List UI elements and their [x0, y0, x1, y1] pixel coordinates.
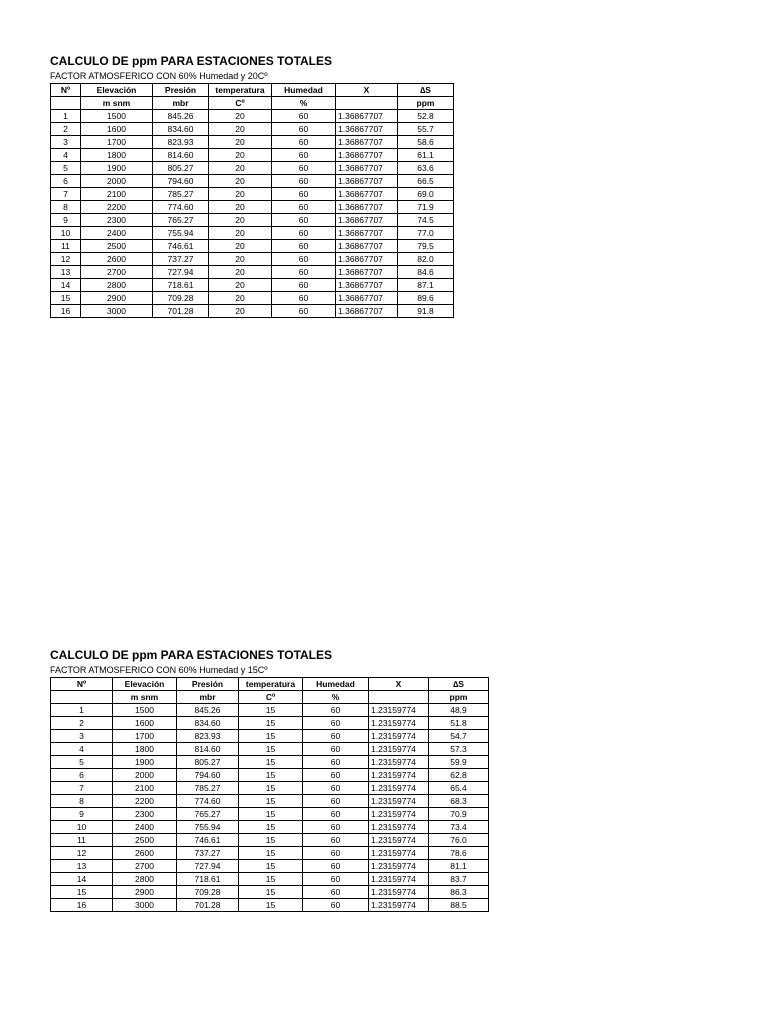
table-cell: 60	[272, 136, 336, 149]
table-cell: 54.7	[429, 730, 489, 743]
table-row	[51, 292, 454, 305]
units-row	[51, 97, 454, 110]
table-row	[51, 795, 489, 808]
table-cell: 1.23159774	[369, 886, 429, 899]
table-cell: 823.93	[177, 730, 239, 743]
table-cell: 1.23159774	[369, 717, 429, 730]
table-cell: 52.8	[398, 110, 454, 123]
table-cell: 2900	[81, 292, 153, 305]
table-cell: 1.23159774	[369, 899, 429, 912]
header-cell: temperatura	[239, 678, 303, 691]
table-cell: 12	[51, 847, 113, 860]
table-cell: 1.23159774	[369, 769, 429, 782]
table-cell: 11	[51, 834, 113, 847]
table-cell: 1500	[81, 110, 153, 123]
table-cell: 76.0	[429, 834, 489, 847]
table-cell: 60	[272, 188, 336, 201]
table-cell: 2200	[81, 201, 153, 214]
table-cell: 20	[209, 188, 272, 201]
table-cell: 765.27	[177, 808, 239, 821]
table-cell: 845.26	[153, 110, 209, 123]
table-cell: 5	[51, 162, 81, 175]
table-cell: 1.23159774	[369, 821, 429, 834]
table-cell: 737.27	[177, 847, 239, 860]
table-cell: 15	[51, 886, 113, 899]
table-cell: 7	[51, 188, 81, 201]
table-cell: 73.4	[429, 821, 489, 834]
table-cell: 2200	[113, 795, 177, 808]
table-cell: 755.94	[177, 821, 239, 834]
table-cell: 1.23159774	[369, 756, 429, 769]
table-cell: 57.3	[429, 743, 489, 756]
table-cell: 48.9	[429, 704, 489, 717]
table-cell: 20	[209, 136, 272, 149]
table-row	[51, 808, 489, 821]
table-cell: 1	[51, 704, 113, 717]
table-cell: 60	[272, 123, 336, 136]
table-cell: 701.28	[177, 899, 239, 912]
table-cell: 60	[272, 214, 336, 227]
unit-cell: m snm	[81, 97, 153, 110]
table-row	[51, 769, 489, 782]
table-cell: 1.36867707	[336, 227, 398, 240]
table-cell: 88.5	[429, 899, 489, 912]
table-cell: 20	[209, 292, 272, 305]
table-cell: 79.5	[398, 240, 454, 253]
table-cell: 1.23159774	[369, 795, 429, 808]
header-cell: temperatura	[209, 84, 272, 97]
table-row	[51, 253, 454, 266]
table-row	[51, 149, 454, 162]
table-cell: 60	[303, 769, 369, 782]
table-cell: 1.36867707	[336, 253, 398, 266]
table-cell: 86.3	[429, 886, 489, 899]
table-cell: 60	[303, 743, 369, 756]
table-cell: 845.26	[177, 704, 239, 717]
table-cell: 59.9	[429, 756, 489, 769]
table-cell: 1.23159774	[369, 860, 429, 873]
table-cell: 20	[209, 123, 272, 136]
table-cell: 60	[303, 756, 369, 769]
table-row	[51, 730, 489, 743]
table-cell: 2400	[113, 821, 177, 834]
table-row	[51, 873, 489, 886]
table-cell: 60	[303, 860, 369, 873]
table-row	[51, 240, 454, 253]
table-cell: 805.27	[177, 756, 239, 769]
table-cell: 2100	[113, 782, 177, 795]
table-row	[51, 136, 454, 149]
table-cell: 20	[209, 240, 272, 253]
table-cell: 1.23159774	[369, 730, 429, 743]
table-cell: 1.36867707	[336, 162, 398, 175]
table-cell: 1.36867707	[336, 123, 398, 136]
table-cell: 15	[239, 704, 303, 717]
table-row	[51, 279, 454, 292]
table-cell: 1.36867707	[336, 136, 398, 149]
table-cell: 785.27	[153, 188, 209, 201]
table-cell: 15	[239, 769, 303, 782]
table-cell: 8	[51, 201, 81, 214]
section-title: CALCULO DE ppm PARA ESTACIONES TOTALES	[50, 54, 333, 68]
table-cell: 20	[209, 279, 272, 292]
table-cell: 1.36867707	[336, 266, 398, 279]
unit-cell: Cº	[209, 97, 272, 110]
table-cell: 20	[209, 162, 272, 175]
table-cell: 15	[239, 860, 303, 873]
table-cell: 2900	[113, 886, 177, 899]
unit-cell: ppm	[398, 97, 454, 110]
table-cell: 66.5	[398, 175, 454, 188]
table-cell: 1.23159774	[369, 808, 429, 821]
table-cell: 1.36867707	[336, 279, 398, 292]
table-cell: 82.0	[398, 253, 454, 266]
table-cell: 15	[239, 782, 303, 795]
table-row	[51, 821, 489, 834]
table-cell: 1600	[113, 717, 177, 730]
table-cell: 834.60	[153, 123, 209, 136]
table-cell: 71.9	[398, 201, 454, 214]
table-row	[51, 743, 489, 756]
unit-cell: %	[303, 691, 369, 704]
table-cell: 2500	[113, 834, 177, 847]
table-cell: 1.23159774	[369, 834, 429, 847]
table-cell: 60	[303, 886, 369, 899]
table-cell: 718.61	[153, 279, 209, 292]
table-row	[51, 110, 454, 123]
unit-cell	[336, 97, 398, 110]
table-cell: 2800	[81, 279, 153, 292]
header-cell: ∆S	[429, 678, 489, 691]
table-cell: 84.6	[398, 266, 454, 279]
ppm-table	[50, 83, 454, 318]
table-cell: 60	[303, 730, 369, 743]
table-cell: 60	[303, 782, 369, 795]
table-cell: 20	[209, 305, 272, 318]
table-cell: 3000	[113, 899, 177, 912]
header-cell: X	[336, 84, 398, 97]
table-row	[51, 847, 489, 860]
header-cell: Presión	[177, 678, 239, 691]
table-cell: 12	[51, 253, 81, 266]
table-cell: 9	[51, 214, 81, 227]
unit-cell: ppm	[429, 691, 489, 704]
table-cell: 1.23159774	[369, 873, 429, 886]
table-cell: 746.61	[177, 834, 239, 847]
table-cell: 60	[303, 821, 369, 834]
table-cell: 1.23159774	[369, 847, 429, 860]
header-row	[51, 84, 454, 97]
table-cell: 60	[272, 253, 336, 266]
table-cell: 20	[209, 253, 272, 266]
table-cell: 794.60	[153, 175, 209, 188]
table-cell: 2000	[81, 175, 153, 188]
table-cell: 15	[239, 899, 303, 912]
table-cell: 15	[239, 834, 303, 847]
table-cell: 755.94	[153, 227, 209, 240]
table-cell: 60	[303, 834, 369, 847]
table-cell: 87.1	[398, 279, 454, 292]
table-cell: 20	[209, 175, 272, 188]
ppm-table-section-15c	[50, 648, 489, 912]
table-cell: 1.36867707	[336, 149, 398, 162]
table-row	[51, 227, 454, 240]
table-cell: 814.60	[153, 149, 209, 162]
table-cell: 2800	[113, 873, 177, 886]
table-cell: 1.23159774	[369, 782, 429, 795]
table-cell: 60	[272, 175, 336, 188]
table-cell: 1.36867707	[336, 201, 398, 214]
table-cell: 81.1	[429, 860, 489, 873]
unit-cell: Cº	[239, 691, 303, 704]
table-cell: 60	[272, 162, 336, 175]
table-cell: 10	[51, 821, 113, 834]
table-cell: 1.36867707	[336, 305, 398, 318]
section-subtitle: FACTOR ATMOSFERICO CON 60% Humedad y 20Cº	[50, 71, 268, 81]
table-cell: 60	[303, 808, 369, 821]
table-cell: 2700	[81, 266, 153, 279]
table-cell: 1800	[113, 743, 177, 756]
table-cell: 2	[51, 717, 113, 730]
table-cell: 1700	[113, 730, 177, 743]
unit-cell	[369, 691, 429, 704]
table-cell: 765.27	[153, 214, 209, 227]
table-cell: 1.23159774	[369, 704, 429, 717]
section-subtitle: FACTOR ATMOSFERICO CON 60% Humedad y 15Cº	[50, 665, 268, 675]
table-cell: 60	[272, 266, 336, 279]
table-row	[51, 305, 454, 318]
table-cell: 727.94	[177, 860, 239, 873]
table-row	[51, 860, 489, 873]
table-cell: 774.60	[177, 795, 239, 808]
table-cell: 60	[303, 717, 369, 730]
section-title: CALCULO DE ppm PARA ESTACIONES TOTALES	[50, 648, 333, 662]
table-cell: 2600	[113, 847, 177, 860]
table-cell: 794.60	[177, 769, 239, 782]
header-cell: Elevación	[113, 678, 177, 691]
table-cell: 78.6	[429, 847, 489, 860]
table-cell: 774.60	[153, 201, 209, 214]
table-cell: 15	[239, 795, 303, 808]
table-cell: 15	[239, 886, 303, 899]
table-cell: 15	[239, 717, 303, 730]
table-row	[51, 782, 489, 795]
table-cell: 1	[51, 110, 81, 123]
table-cell: 11	[51, 240, 81, 253]
table-cell: 74.5	[398, 214, 454, 227]
unit-cell: %	[272, 97, 336, 110]
table-row	[51, 704, 489, 717]
table-cell: 65.4	[429, 782, 489, 795]
table-cell: 1.36867707	[336, 188, 398, 201]
table-cell: 709.28	[153, 292, 209, 305]
table-cell: 823.93	[153, 136, 209, 149]
table-cell: 1700	[81, 136, 153, 149]
table-cell: 6	[51, 175, 81, 188]
ppm-table	[50, 677, 489, 912]
header-cell: Nº	[51, 678, 113, 691]
table-cell: 1.36867707	[336, 110, 398, 123]
table-cell: 69.0	[398, 188, 454, 201]
table-cell: 60	[272, 279, 336, 292]
table-cell: 20	[209, 214, 272, 227]
table-cell: 20	[209, 110, 272, 123]
header-row	[51, 678, 489, 691]
header-cell: Elevación	[81, 84, 153, 97]
table-cell: 15	[239, 808, 303, 821]
table-cell: 20	[209, 149, 272, 162]
table-row	[51, 214, 454, 227]
table-cell: 2	[51, 123, 81, 136]
table-cell: 60	[272, 292, 336, 305]
table-cell: 16	[51, 899, 113, 912]
table-row	[51, 886, 489, 899]
table-cell: 1900	[113, 756, 177, 769]
unit-cell: mbr	[153, 97, 209, 110]
table-cell: 2700	[113, 860, 177, 873]
table-cell: 15	[239, 873, 303, 886]
table-cell: 1500	[113, 704, 177, 717]
table-cell: 1.23159774	[369, 743, 429, 756]
table-row	[51, 123, 454, 136]
table-cell: 60	[272, 227, 336, 240]
unit-cell	[51, 691, 113, 704]
table-cell: 785.27	[177, 782, 239, 795]
table-cell: 2400	[81, 227, 153, 240]
table-cell: 1800	[81, 149, 153, 162]
table-cell: 727.94	[153, 266, 209, 279]
table-row	[51, 717, 489, 730]
header-cell: X	[369, 678, 429, 691]
table-cell: 15	[51, 292, 81, 305]
table-cell: 10	[51, 227, 81, 240]
table-cell: 3	[51, 136, 81, 149]
table-cell: 60	[303, 795, 369, 808]
header-cell: Nº	[51, 84, 81, 97]
table-row	[51, 188, 454, 201]
table-cell: 737.27	[153, 253, 209, 266]
table-cell: 60	[303, 704, 369, 717]
table-cell: 60	[272, 149, 336, 162]
header-cell: Humedad	[303, 678, 369, 691]
table-cell: 15	[239, 756, 303, 769]
table-cell: 15	[239, 730, 303, 743]
table-cell: 1900	[81, 162, 153, 175]
unit-cell: m snm	[113, 691, 177, 704]
table-cell: 15	[239, 847, 303, 860]
table-cell: 61.1	[398, 149, 454, 162]
table-cell: 1.36867707	[336, 214, 398, 227]
table-cell: 15	[239, 743, 303, 756]
table-cell: 20	[209, 201, 272, 214]
table-cell: 20	[209, 227, 272, 240]
table-cell: 60	[272, 305, 336, 318]
table-cell: 834.60	[177, 717, 239, 730]
unit-cell	[51, 97, 81, 110]
table-cell: 51.8	[429, 717, 489, 730]
table-cell: 9	[51, 808, 113, 821]
table-cell: 55.7	[398, 123, 454, 136]
unit-cell: mbr	[177, 691, 239, 704]
table-cell: 2300	[113, 808, 177, 821]
table-cell: 1.36867707	[336, 175, 398, 188]
table-cell: 2500	[81, 240, 153, 253]
ppm-table-section-20c	[50, 54, 454, 318]
table-cell: 2300	[81, 214, 153, 227]
table-cell: 63.6	[398, 162, 454, 175]
table-cell: 14	[51, 873, 113, 886]
table-cell: 89.6	[398, 292, 454, 305]
table-cell: 709.28	[177, 886, 239, 899]
table-cell: 68.3	[429, 795, 489, 808]
table-cell: 2600	[81, 253, 153, 266]
table-cell: 60	[303, 847, 369, 860]
table-cell: 16	[51, 305, 81, 318]
table-cell: 14	[51, 279, 81, 292]
units-row	[51, 691, 489, 704]
table-cell: 3000	[81, 305, 153, 318]
table-cell: 60	[272, 201, 336, 214]
table-cell: 5	[51, 756, 113, 769]
table-cell: 77.0	[398, 227, 454, 240]
table-cell: 805.27	[153, 162, 209, 175]
table-row	[51, 834, 489, 847]
table-cell: 60	[272, 240, 336, 253]
table-cell: 60	[272, 110, 336, 123]
table-cell: 60	[303, 899, 369, 912]
table-row	[51, 201, 454, 214]
table-cell: 4	[51, 149, 81, 162]
table-cell: 13	[51, 266, 81, 279]
table-cell: 1.36867707	[336, 292, 398, 305]
table-cell: 814.60	[177, 743, 239, 756]
table-cell: 746.61	[153, 240, 209, 253]
table-cell: 60	[303, 873, 369, 886]
table-cell: 58.6	[398, 136, 454, 149]
table-cell: 13	[51, 860, 113, 873]
table-cell: 701.28	[153, 305, 209, 318]
table-cell: 20	[209, 266, 272, 279]
table-cell: 1.36867707	[336, 240, 398, 253]
table-row	[51, 756, 489, 769]
table-cell: 4	[51, 743, 113, 756]
table-row	[51, 175, 454, 188]
table-row	[51, 266, 454, 279]
table-cell: 70.9	[429, 808, 489, 821]
table-cell: 8	[51, 795, 113, 808]
table-cell: 1600	[81, 123, 153, 136]
header-cell: ∆S	[398, 84, 454, 97]
table-cell: 91.8	[398, 305, 454, 318]
table-cell: 2000	[113, 769, 177, 782]
header-cell: Humedad	[272, 84, 336, 97]
table-cell: 718.61	[177, 873, 239, 886]
table-cell: 2100	[81, 188, 153, 201]
table-cell: 7	[51, 782, 113, 795]
header-cell: Presión	[153, 84, 209, 97]
table-cell: 6	[51, 769, 113, 782]
table-cell: 83.7	[429, 873, 489, 886]
table-cell: 15	[239, 821, 303, 834]
table-cell: 3	[51, 730, 113, 743]
table-row	[51, 899, 489, 912]
table-row	[51, 162, 454, 175]
table-cell: 62.8	[429, 769, 489, 782]
